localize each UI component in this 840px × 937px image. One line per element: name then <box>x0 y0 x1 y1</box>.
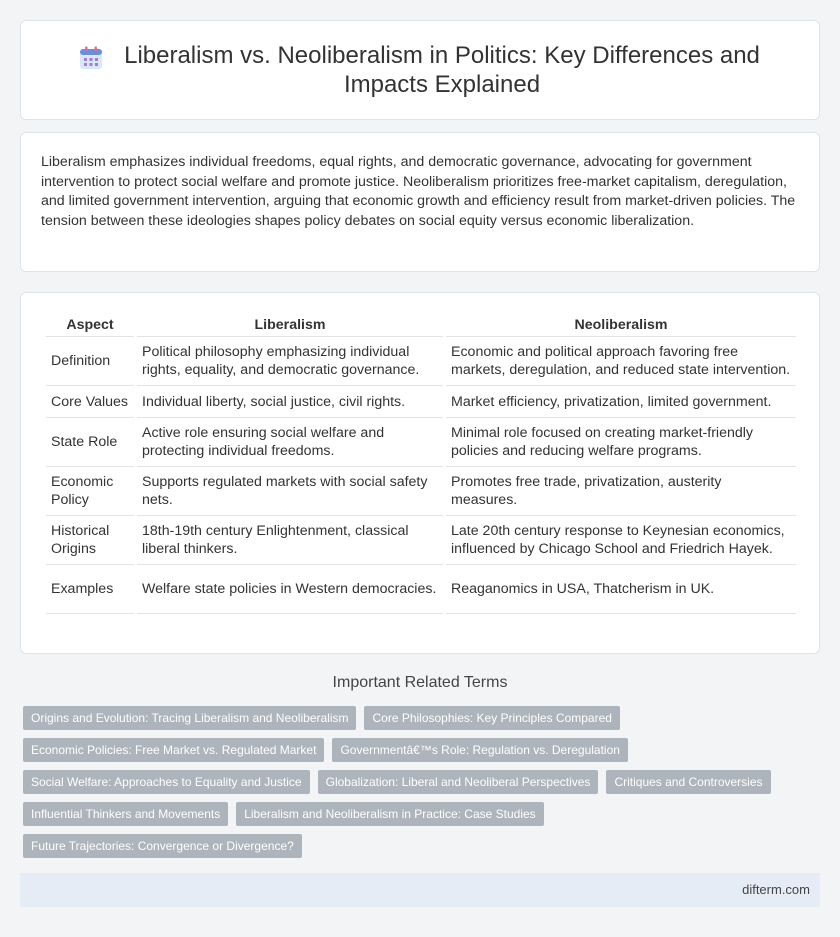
table-row <box>46 467 796 516</box>
related-term-tag[interactable]: Influential Thinkers and Movements <box>23 802 228 826</box>
liberalism-cell: Political philosophy emphasizing individual rights, equality, and democratic governance. <box>137 337 443 386</box>
related-term-tag[interactable]: Globalization: Liberal and Neoliberal Perspectives <box>318 770 599 794</box>
related-term-tag[interactable]: Liberalism and Neoliberalism in Practice: Case Studies <box>236 802 543 826</box>
neoliberalism-cell: Late 20th century response to Keynesian economics, influenced by Chicago School and Friedrich Hayek. <box>446 516 796 565</box>
liberalism-cell: Active role ensuring social welfare and protecting individual freedoms. <box>137 418 443 467</box>
aspect-cell: Economic Policy <box>46 467 134 516</box>
liberalism-cell: Welfare state policies in Western democracies. <box>137 565 443 614</box>
related-term-tag[interactable]: Origins and Evolution: Tracing Liberalism and Neoliberalism <box>23 706 356 730</box>
comparison-table <box>43 313 799 614</box>
column-header: Liberalism <box>137 313 443 337</box>
aspect-cell: State Role <box>46 418 134 467</box>
header-card <box>20 20 820 120</box>
page-title: Liberalism vs. Neoliberalism in Politics: Key Differences and Impacts Explained <box>124 42 760 98</box>
related-terms-tags <box>23 706 793 858</box>
intro-text: Liberalism emphasizes individual freedoms, equal rights, and democratic governance, advocating for government intervention to protect social welfare and promote justice. Neoliberalism prioritizes free-market capitalism, deregulation, and limited government intervention, arguing that economic growth and efficiency result from market-driven policies. The tension between these ideologies shapes policy debates on social equity versus economic liberalization. <box>41 154 796 229</box>
footer <box>20 873 820 907</box>
aspect-cell: Historical Origins <box>46 516 134 565</box>
intro-card <box>20 132 820 272</box>
related-term-tag[interactable]: Social Welfare: Approaches to Equality and Justice <box>23 770 310 794</box>
table-row <box>46 418 796 467</box>
table-row <box>46 337 796 386</box>
table-header-row <box>46 313 796 337</box>
neoliberalism-cell: Reaganomics in USA, Thatcherism in UK. <box>446 565 796 614</box>
related-term-tag[interactable]: Future Trajectories: Convergence or Divergence? <box>23 834 302 858</box>
comparison-table-card <box>20 292 820 654</box>
column-header: Neoliberalism <box>446 313 796 337</box>
footer-site-link[interactable]: difterm.com <box>742 882 810 897</box>
aspect-cell: Core Values <box>46 386 134 418</box>
related-term-tag[interactable]: Core Philosophies: Key Principles Compared <box>364 706 619 730</box>
neoliberalism-cell: Promotes free trade, privatization, austerity measures. <box>446 467 796 516</box>
aspect-cell: Definition <box>46 337 134 386</box>
aspect-cell: Examples <box>46 565 134 614</box>
neoliberalism-cell: Minimal role focused on creating market-friendly policies and reducing welfare programs. <box>446 418 796 467</box>
related-term-tag[interactable]: Critiques and Controversies <box>606 770 770 794</box>
neoliberalism-cell: Economic and political approach favoring free markets, deregulation, and reduced state intervention. <box>446 337 796 386</box>
related-terms-title: Important Related Terms <box>332 674 508 691</box>
liberalism-cell: 18th-19th century Enlightenment, classical liberal thinkers. <box>137 516 443 565</box>
column-header: Aspect <box>46 313 134 337</box>
table-row <box>46 516 796 565</box>
calendar-icon <box>78 45 104 71</box>
related-term-tag[interactable]: Governmentâ€™s Role: Regulation vs. Deregulation <box>332 738 627 762</box>
related-term-tag[interactable]: Economic Policies: Free Market vs. Regulated Market <box>23 738 324 762</box>
liberalism-cell: Individual liberty, social justice, civil rights. <box>137 386 443 418</box>
liberalism-cell: Supports regulated markets with social safety nets. <box>137 467 443 516</box>
neoliberalism-cell: Market efficiency, privatization, limited government. <box>446 386 796 418</box>
table-row <box>46 565 796 614</box>
table-row <box>46 386 796 418</box>
title-wrap <box>78 41 762 99</box>
